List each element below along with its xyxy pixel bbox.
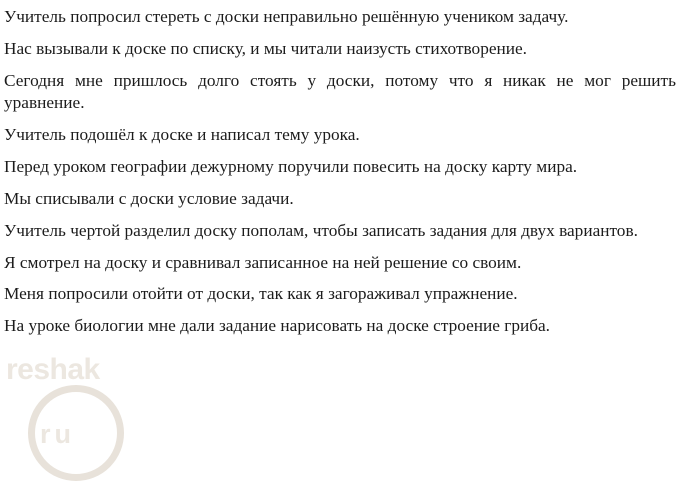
watermark-ring: [28, 385, 124, 481]
paragraph: Учитель попросил стереть с доски неправильно решённую учеником задачу.: [4, 7, 569, 26]
paragraph: Учитель чертой разделил доску пополам, чтобы записать задания для двух вариантов.: [4, 220, 638, 240]
watermark-text-secondary: ru: [40, 419, 75, 449]
watermark: [0, 345, 185, 495]
paragraph: На уроке биологии мне дали задание нарисовать на доске строение гриба.: [4, 316, 550, 336]
paragraph: Учитель подошёл к доске и написал тему урока.: [4, 125, 360, 145]
paragraph: Меня попросили отойти от доски, так как я загораживал упражнение.: [4, 284, 518, 304]
paragraph: Перед уроком географии дежурному поручили повесить на доску карту мира.: [4, 157, 578, 177]
watermark-text-primary: reshak: [6, 353, 100, 386]
paragraph: Нас вызывали к доске по списку, и мы читали наизусть стихотворение.: [4, 38, 527, 58]
paragraph: Мы списывали с доски условие задачи.: [4, 188, 294, 208]
paragraph: Сегодня мне пришлось долго стоять у доски, потому что я никак не мог решить уравнение.: [4, 70, 676, 113]
paragraph: Я смотрел на доску и сравнивал записанное на ней решение со своим.: [4, 252, 522, 272]
